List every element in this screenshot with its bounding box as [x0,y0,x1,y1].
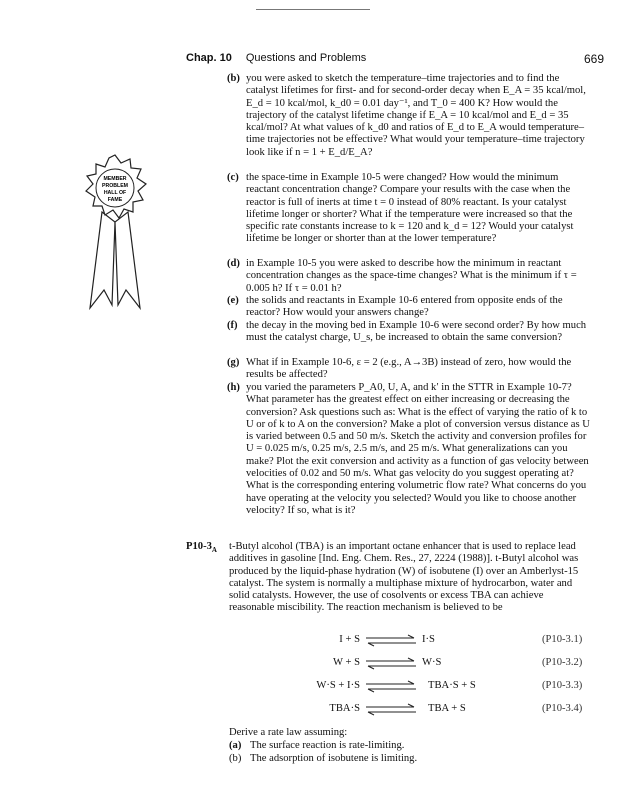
part-text: you were asked to sketch the temperature–time trajectories and to find the catalyst lifetimes for first- and for second-order decay when E_A = 35 kcal/mol, E_d = 10 kcal/mol, k_d0 = 0.01 day⁻¹, and T_0 = 400 K? How would the trajectory of the catalyst lifetime change if E_A = 10 kcal/mol and E_d = 35 kcal/mol? At what values of k_d0 and ratios of E_d to E_A would temperature–time trajectories not be effective? What would your temperature–time trajectory look like if n = 1 + E_d/E_A? [246,73,586,158]
derive-text: The adsorption of isobutene is limiting. [250,753,418,764]
eq-right: W·S [422,657,442,668]
part-label: (d) [227,258,240,269]
part-text: the decay in the moving bed in Example 10-6 were second order? By how much must the catalyst charge, U_s, be increased to obtain the same conversion? [246,320,587,344]
equilibrium-arrow-icon [364,634,418,648]
derive-label: (a) [229,740,242,751]
part-text: the solids and reactants in Example 10-6 entered from opposite ends of the reactor? How would your answers change? [246,295,563,319]
part-text: the space-time in Example 10-5 were changed? How would the minimum reactant concentration change? Compare your results with the case when the reactor is full of inerts at time t = 0 instead of 80% reactant. Is your catalyst lifetime longer or shorter? What if the temperature were increased so that the specific rate constants increase to k = 120 and k_d = 12? Would your catalyst lifetime be longer or shorter than at the lower temperature? [246,172,574,245]
problem-difficulty: A [211,546,217,555]
badge-line-2: PROBLEM [102,183,128,189]
ribbon-icon [82,150,148,312]
equilibrium-arrow-icon [364,680,418,694]
eq-number: (P10-3.1) [542,634,583,645]
eq-right: TBA·S + S [428,680,476,691]
page-number: 669 [584,52,605,66]
eq-number: (P10-3.3) [542,680,583,691]
eq-number: (P10-3.4) [542,703,583,714]
chapter-number: Chap. 10 [186,52,232,64]
mechanism-intro: The reaction mechanism is believed to be [326,602,503,614]
eq-right: I·S [422,634,435,645]
eq-number: (P10-3.2) [542,657,583,668]
derive-text: The surface reaction is rate-limiting. [250,740,405,751]
problem-number-text: P10-3 [186,541,212,552]
equilibrium-arrow-icon [364,657,418,671]
part-label: (b) [227,73,240,84]
derive-label: (b) [229,753,242,764]
eq-left: TBA·S [329,703,360,714]
problem-text [229,541,591,615]
part-text: you varied the parameters P_A0, U, A, and k′ in the STTR in Example 10-7? What parameter has the greatest effect on either increasing or decreasing the conversion? Ask questions such as: What is the effect of varying the ratio of k to U or of k to A on the conversion? Make a plot of conversion versus distance as U is varied between 0.5 and 50 m/s. Sketch the activity and conversion profiles for U = 0.025 m/s, 0.25 m/s, 2.5 m/s, and 25 m/s. What generalizations can you make? Plot the exit conversion and activity as a function of gas velocity between velocities of 0.02 and 50 m/s. What gas velocity do you suggest operating at? What is the corresponding entering volumetric flow rate? What concerns do you have operating at the velocity you selected? Would you like to choose another velocity? If so, what is it? [246,382,590,516]
chapter-header [186,52,366,64]
eq-left: I + S [339,634,360,645]
part-label: (h) [227,382,240,393]
part-label: (c) [227,172,239,183]
part-label: (e) [227,295,239,306]
problem-number [186,541,217,556]
hall-of-fame-badge [82,150,148,317]
badge-line-3: HALL OF [103,190,127,196]
section-title: Questions and Problems [245,52,367,64]
eq-left: W·S + I·S [316,680,360,691]
top-rule [256,9,370,10]
problem-statement: t-Butyl alcohol (TBA) is an important octane enhancer that is used to replace lead additives in gasoline [Ind. Eng. Chem. Res., 27, 2224 (1988)]. t-Butyl alcohol was produced by the liquid-phase hydration (W) of isobutene (I) over an Amberlyst-15 catalyst. The system is normally a multiphase mixture of hydrocarbon, water and solid catalysts. However, the use of cosolvents or excess TBA can achieve reasonable miscibility. [229,541,579,614]
part-label: (f) [227,320,238,331]
eq-left: W + S [333,657,360,668]
part-label: (g) [227,357,240,368]
badge-line-4: FAME [107,197,123,203]
part-text: in Example 10-5 you were asked to describe how the minimum in reactant concentration changes as the space-time changes? What is the minimum if τ = 0.005 h? If τ = 0.01 h? [246,258,577,294]
part-text: What if in Example 10-6, ε = 2 (e.g., A→3B) instead of zero, how would the results be affected? [246,357,572,381]
eq-right: TBA + S [428,703,466,714]
badge-line-1: MEMBER [103,176,127,182]
derive-intro: Derive a rate law assuming: [229,727,348,738]
equilibrium-arrow-icon [364,703,418,717]
